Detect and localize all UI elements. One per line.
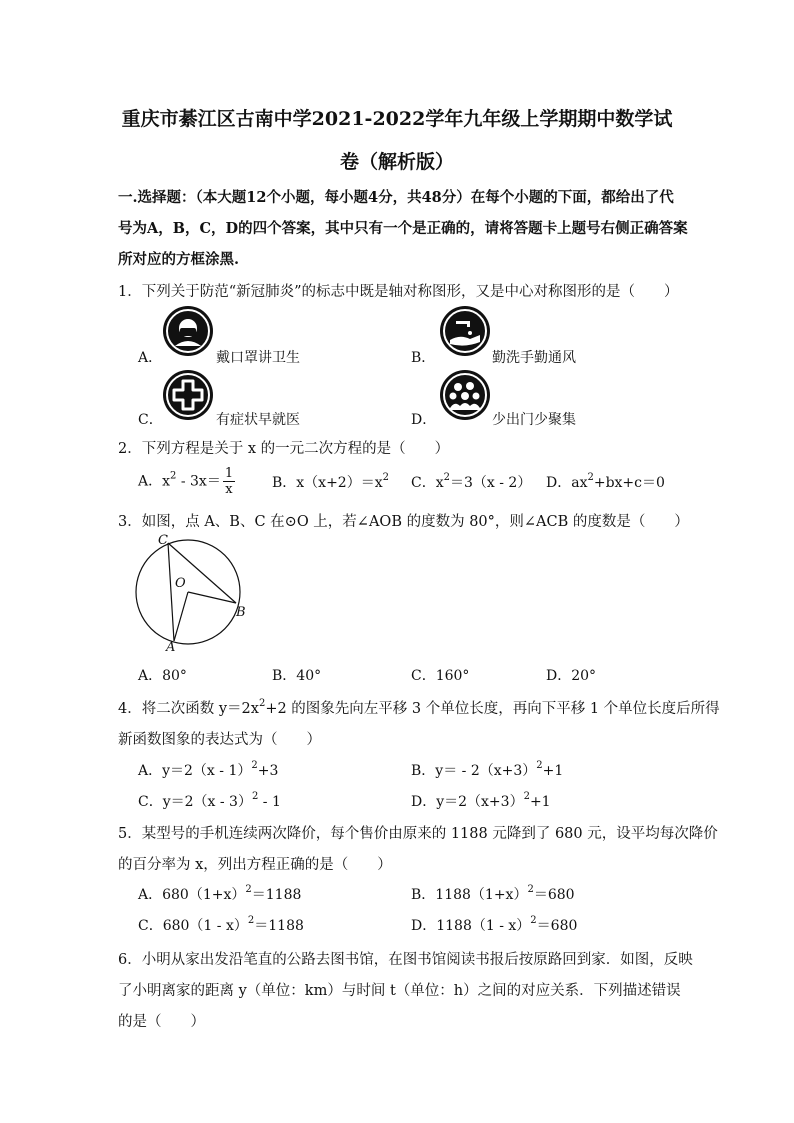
q4-option-a: A．y＝2（x - 1）$^2$+3 <box>138 760 279 779</box>
section-intro-3: 所对应的方框涂黑. <box>118 251 240 268</box>
q2-option-a: A．$x^2 - 3x=$ $\frac{1}{x}$ <box>138 466 234 497</box>
section-intro-1: 一.选择题：（本大题12个小题，每小题4分，共48分）在每个小题的下面，都给出了代 <box>118 189 674 206</box>
q1-option-c-label: 有症状早就医 <box>216 412 300 428</box>
q3-stem: 3．如图，点 A、B、C 在⊙O 上，若∠AOB 的度数为 80°，则∠ACB 的度数是（ ） <box>118 514 689 530</box>
q4-stem-1: 4．将二次函数 $y=2x^2+2$ 的图象先向左平移 3 个单位长度，再向下平移 1 个单位长度后所得 <box>118 698 720 717</box>
q5-stem-1: 5．某型号的手机连续两次降价，每个售价由原来的 1188 元降到了 680 元，设平均每次降价 <box>118 826 718 842</box>
q4-option-c: C．y＝2（x - 3）$^2$ - 1 <box>138 791 281 810</box>
q6-stem-3: 的是（ ） <box>118 1014 205 1030</box>
q4-stem-2: 新函数图象的表达式为（ ） <box>118 732 321 748</box>
q1-option-b-letter: B． <box>411 350 436 366</box>
q3-option-b: B．40° <box>272 668 322 684</box>
q5-option-d: D．1188（1 - x）$^2$＝680 <box>411 915 578 934</box>
q1-stem: 1．下列关于防范“新冠肺炎”的标志中既是轴对称图形，又是中心对称图形的是（ ） <box>118 284 679 300</box>
q5-stem-2: 的百分率为 x，列出方程正确的是（ ） <box>118 857 392 873</box>
point-a-label: A <box>166 640 176 655</box>
q5-option-c: C．680（1 - x）$^2$＝1188 <box>138 915 304 934</box>
q2-option-b: B．$x(x+2)=x^2$ <box>272 472 389 491</box>
q4-option-d: D．$y=2(x+3)^2+1$ <box>411 791 551 810</box>
q2-option-d: D．$ax^2+bx+c=0$ <box>546 472 665 491</box>
medical-cross-icon <box>163 370 213 420</box>
q4-option-b: B．$y= - 2(x+3)^2+1$ <box>411 760 564 779</box>
circle-figure <box>130 533 260 658</box>
q5-option-b: B．$1188(1+x)^2=680$ <box>411 884 575 903</box>
q1-option-b-label: 勤洗手勤通风 <box>492 350 576 366</box>
point-o-label: O <box>175 576 186 591</box>
q6-stem-2: 了小明离家的距离 y（单位：km）与时间 t（单位：h）之间的对应关系．下列描述错误 <box>118 983 681 999</box>
q5-option-a: A．$680(1+x)^2=1188$ <box>138 884 302 903</box>
q1-option-c-letter: C． <box>138 412 163 428</box>
doc-title-line2: 卷（解析版） <box>339 151 454 173</box>
point-c-label: C <box>158 533 168 548</box>
q1-option-d-label: 少出门少聚集 <box>492 412 576 428</box>
q2-option-c: C．$x^2=3(x - 2)$ <box>411 472 532 491</box>
q6-stem-1: 6．小明从家出发沿笔直的公路去图书馆，在图书馆阅读书报后按原路回到家．如图，反映 <box>118 952 693 968</box>
q3-option-c: C．160° <box>411 668 470 684</box>
q3-option-a: A．80° <box>138 668 187 684</box>
q1-option-d-letter: D． <box>411 412 437 428</box>
doc-title-line1: 重庆市綦江区古南中学2021-2022学年九年级上学期期中数学试 <box>121 108 673 130</box>
q1-option-a-label: 戴口罩讲卫生 <box>216 350 300 366</box>
section-intro-2: 号为A，B，C，D的四个答案，其中只有一个是正确的，请将答题卡上题号右侧正确答案 <box>118 220 688 237</box>
point-b-label: B <box>236 605 246 620</box>
q3-option-d: D．20° <box>546 668 597 684</box>
q1-option-a-letter: A． <box>138 350 163 366</box>
hand-wash-icon <box>440 306 490 356</box>
crowd-icon <box>440 370 490 420</box>
q2-stem: 2．下列方程是关于 x 的一元二次方程的是（ ） <box>118 441 450 457</box>
mask-person-icon <box>163 306 213 356</box>
